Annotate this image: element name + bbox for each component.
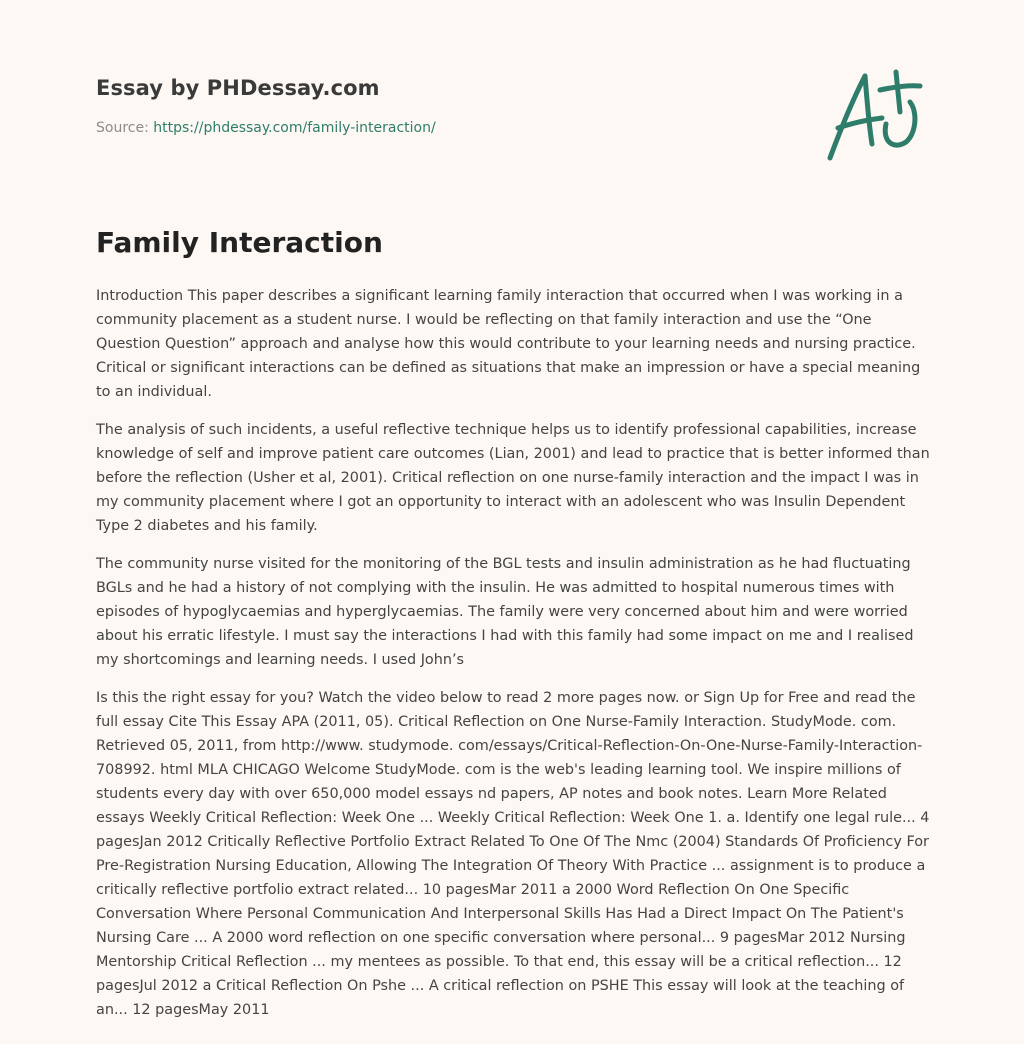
a-plus-logo-icon	[820, 66, 930, 166]
essay-body	[96, 284, 934, 1036]
essay-paragraph: The community nurse visited for the monitoring of the BGL tests and insulin administration as he had fluctuating BGLs and he had a history of not complying with the insulin. He was admitted to hospital numerous times with episodes of hypoglycaemias and hyperglycaemias. The family were very concerned about him and were worried about his erratic lifestyle. I must say the interactions I had with this family had some impact on me and I realised my shortcomings and learning needs. I used John’s	[96, 556, 914, 668]
source-link[interactable]: https://phdessay.com/family-interaction/	[153, 120, 436, 136]
site-header	[96, 76, 796, 136]
essay-paragraph: The analysis of such incidents, a useful reflective technique helps us to identify professional capabilities, increase knowledge of self and improve patient care outcomes (Lian, 2001) and lead to practice that is better informed than before the reflection (Usher et al, 2001). Critical reflection on one nurse-family interaction and the impact I was in my community placement where I got an opportunity to interact with an adolescent who was Insulin Dependent Type 2 diabetes and his family.	[96, 422, 930, 534]
source-label: Source:	[96, 120, 149, 136]
essay-paragraph: Introduction This paper describes a significant learning family interaction that occurred when I was working in a community placement as a student nurse. I would be reflecting on that family interaction and use the “One Question Question” approach and analyse how this would contribute to your learning needs and nursing practice. Critical or significant interactions can be defined as situations that make an impression or have a special meaning to an individual.	[96, 288, 921, 400]
brand-title: Essay by PHDessay.com	[96, 76, 380, 100]
essay-title: Family Interaction	[96, 226, 383, 259]
source-line	[96, 120, 796, 136]
essay-paragraph: Is this the right essay for you? Watch the video below to read 2 more pages now. or Sign Up for Free and read the full essay Cite This Essay APA (2011, 05). Critical Reflection on One Nurse-Family Interaction. StudyMode. com. Retrieved 05, 2011, from http://www. studymode. com/essays/Critical-Reflection-On-One-Nurse-Family-Interaction-708992. html MLA CHICAGO Welcome StudyMode. com is the web's leading learning tool. We inspire millions of students every day with over 650,000 model essays nd papers, AP notes and book notes. Learn More Related essays Weekly Critical Reflection: Week One ... Weekly Critical Reflection: Week One 1. a. Identify one legal rule... 4 pagesJan 2012 Critically Reflective Portfolio Extract Related To One Of The Nmc (2004) Standards Of Proficiency For Pre-Registration Nursing Education, Allowing The Integration Of Theory With Practice ... assignment is to produce a critically reflective portfolio extract related... 10 pagesMar 2011 a 2000 Word Reflection On One Specific Conversation Where Personal Communication And Interpersonal Skills Has Had a Direct Impact On The Patient's Nursing Care ... A 2000 word reflection on one specific conversation where personal... 9 pagesMar 2012 Nursing Mentorship Critical Reflection ... my mentees as possible. To that end, this essay will be a critical reflection... 12 pagesJul 2012 a Critical Reflection On Pshe ... A critical reflection on PSHE This essay will look at the teaching of an... 12 pagesMay 2011	[96, 690, 930, 1018]
